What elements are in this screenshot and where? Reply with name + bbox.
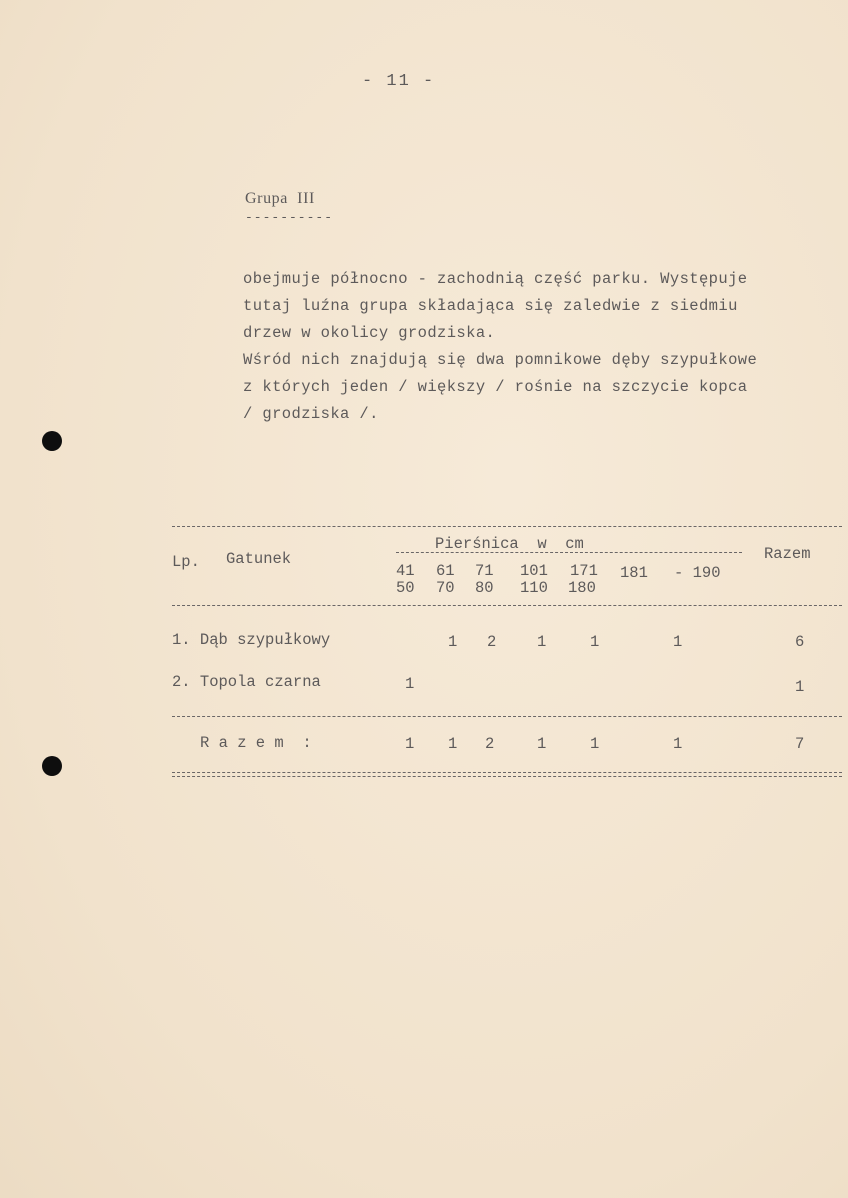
row-value: 1 — [590, 633, 600, 651]
page-number: - 11 - — [362, 72, 436, 91]
row-value: 1 — [673, 633, 683, 651]
summary-value: 1 — [673, 735, 683, 753]
row-label: 2. Topola czarna — [172, 673, 321, 691]
range-start: 41 — [396, 562, 415, 580]
row-value: 1 — [537, 633, 547, 651]
body-bottom-rule — [172, 716, 842, 717]
range-start: 61 — [436, 562, 455, 580]
summary-value: 1 — [590, 735, 600, 753]
punch-hole-bottom — [42, 756, 62, 776]
row-value: 2 — [487, 633, 497, 651]
column-header-diameter: Pierśnica w cm — [435, 535, 584, 553]
paragraph-line: obejmuje północno - zachodnią część parku. Występuje — [243, 270, 748, 288]
column-header-total: Razem — [764, 545, 811, 563]
paragraph-line: / grodziska /. — [243, 405, 379, 423]
paragraph-line: drzew w okolicy grodziska. — [243, 324, 496, 342]
row-label: 1. Dąb szypułkowy — [172, 631, 331, 649]
range-end: 110 — [520, 579, 548, 597]
range-end: 80 — [475, 579, 494, 597]
diameter-header-rule — [396, 552, 742, 553]
row-total: 6 — [795, 633, 805, 651]
range-start: 101 — [520, 562, 548, 580]
row-value: 1 — [405, 675, 415, 693]
range-start: 181 — [620, 564, 648, 582]
summary-value: 1 — [537, 735, 547, 753]
section-heading: Grupa III — [245, 190, 315, 207]
range-end: 180 — [568, 579, 596, 597]
summary-label: R a z e m : — [200, 734, 312, 752]
summary-value: 1 — [405, 735, 415, 753]
range-start: 71 — [475, 562, 494, 580]
paragraph-line: Wśród nich znajdują się dwa pomnikowe dęby szypułkowe — [243, 351, 758, 369]
paragraph-line: z których jeden / większy / rośnie na szczycie kopca — [243, 378, 748, 396]
paragraph — [243, 266, 757, 428]
range-end: 70 — [436, 579, 455, 597]
column-header-lp: Lp. — [172, 553, 200, 571]
range-end: 50 — [396, 579, 415, 597]
summary-value: 2 — [485, 735, 495, 753]
row-total: 1 — [795, 678, 805, 696]
table-bottom-double-rule — [172, 772, 842, 773]
row-value: 1 — [448, 633, 458, 651]
summary-total: 7 — [795, 735, 805, 753]
summary-value: 1 — [448, 735, 458, 753]
heading-underline: ---------- — [245, 210, 334, 225]
range-start: 171 — [570, 562, 598, 580]
range-start: - 190 — [674, 564, 721, 582]
paragraph-line: tutaj luźna grupa składająca się zaledwie z siedmiu — [243, 297, 738, 315]
table-top-rule — [172, 526, 842, 527]
punch-hole-top — [42, 431, 62, 451]
header-bottom-rule — [172, 605, 842, 606]
column-header-species: Gatunek — [226, 550, 292, 568]
